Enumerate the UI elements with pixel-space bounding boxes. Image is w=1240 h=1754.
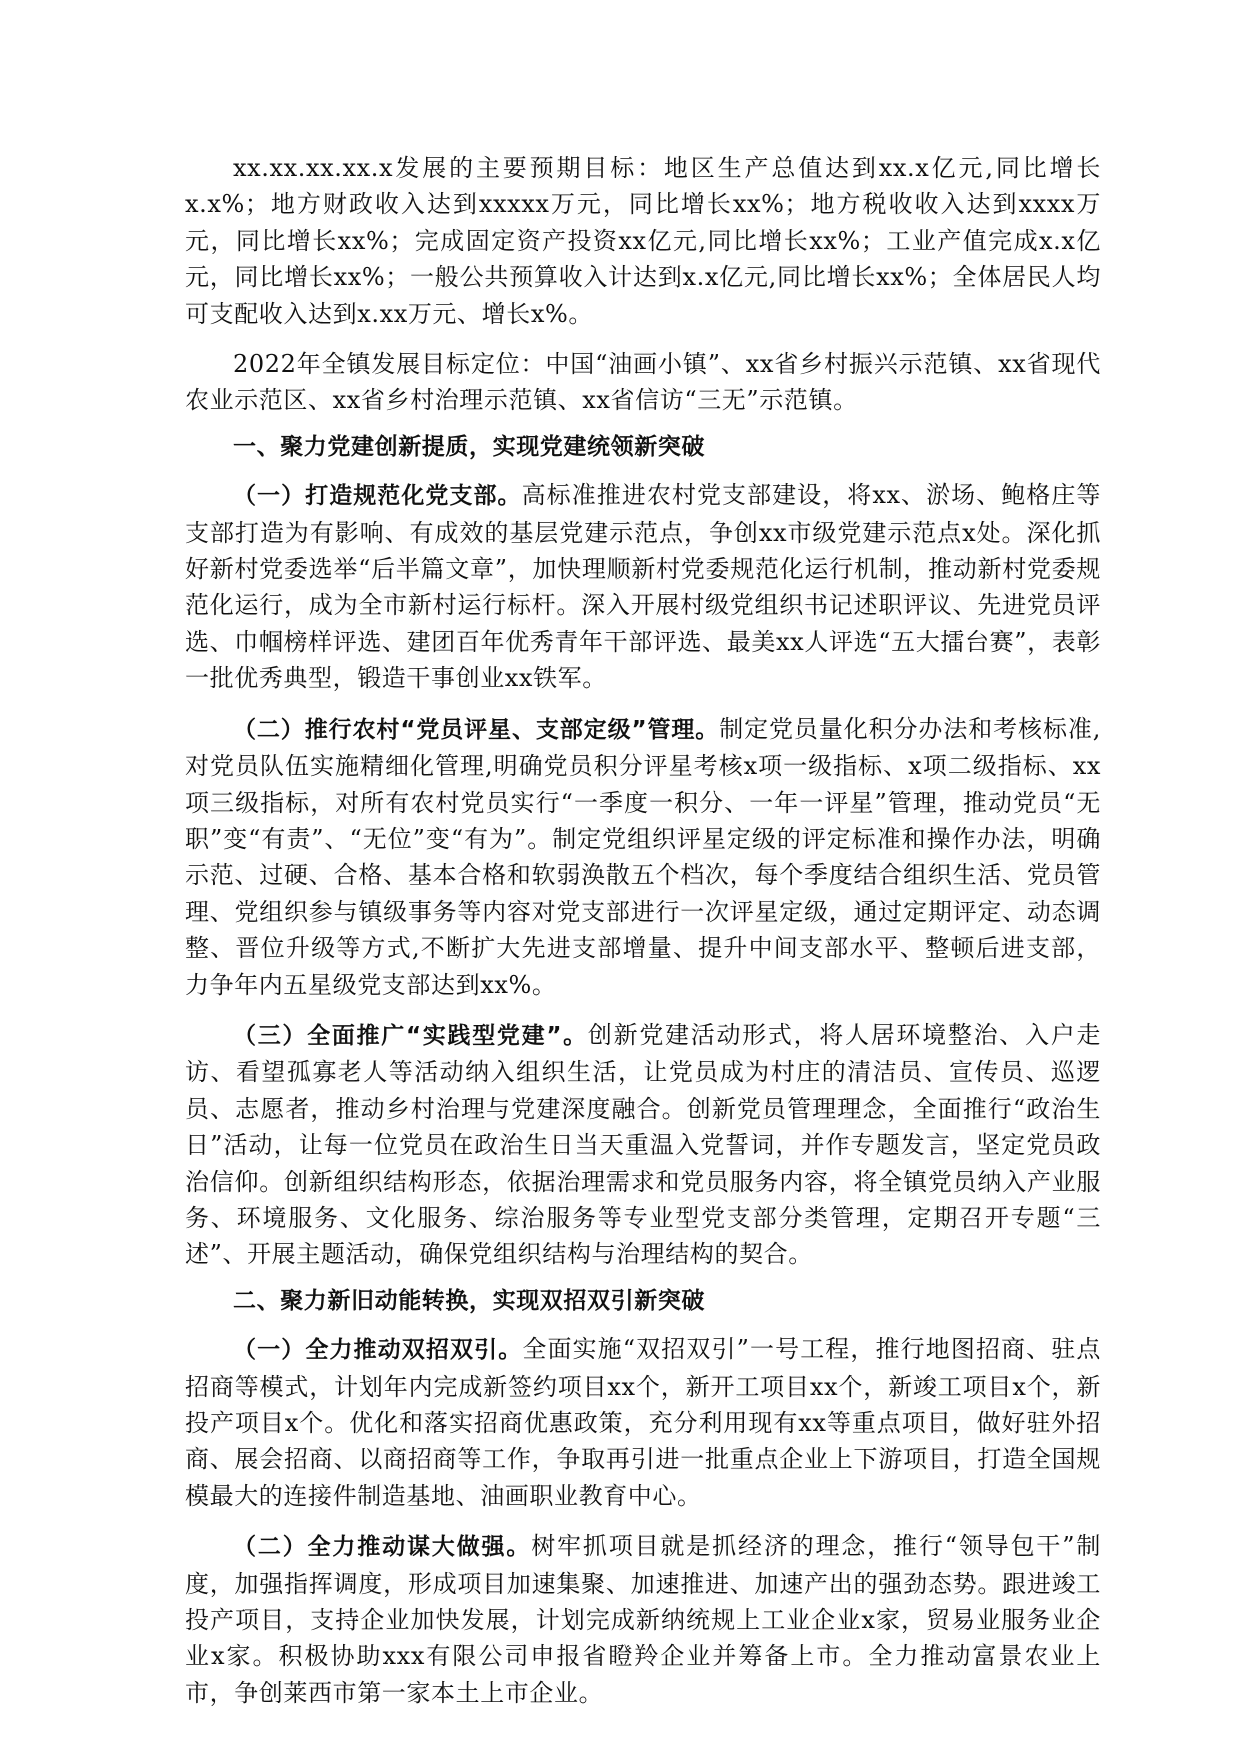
item-lead: （二）推行农村“党员评星、支部定级”管理。	[233, 716, 720, 743]
section-heading-2: 二、聚力新旧动能转换，实现双招双引新突破	[233, 1287, 705, 1314]
section-1-item-3	[185, 1017, 1101, 1273]
intro-paragraph: xx.xx.xx.xx.x发展的主要预期目标：地区生产总值达到xx.x亿元,同比增长x.x%；地方财政收入达到xxxxx万元，同比增长xx%；地方税收收入达到xxxx万元，同比增长xx%；完成固定资产投资xx亿元,同比增长xx%；工业产值完成x.x亿元，同比增长xx%；一般公共预算收入计达到x.x亿元,同比增长xx%；全体居民人均可支配收入达到x.xx万元、增长x%。	[185, 154, 1101, 328]
section-heading-1: 一、聚力党建创新提质，实现党建统领新突破	[233, 433, 705, 460]
section-2-item-2	[185, 1528, 1101, 1711]
positioning-paragraph: 2022年全镇发展目标定位：中国“油画小镇”、xx省乡村振兴示范镇、xx省现代农业示范区、xx省乡村治理示范镇、xx省信访“三无”示范镇。	[185, 350, 1101, 415]
section-1-item-1	[185, 477, 1101, 696]
item-text: 制定党员量化积分办法和考核标准,对党员队伍实施精细化管理,明确党员积分评星考核x项一级指标、x项二级指标、xx项三级指标，对所有农村党员实行“一季度一积分、一年一评星”管理，推动党员“无职”变“有责”、“无位”变“有为”。制定党组织评星定级的评定标准和操作办法，明确示范、过硬、合格、基本合格和软弱涣散五个档次，每个季度结合组织生活、党员管理、党组织参与镇级事务等内容对党支部进行一次评星定级，通过定期评定、动态调整、晋位升级等方式,不断扩大先进支部增量、提升中间支部水平、整顿后进支部，力争年内五星级党支部达到xx%。	[185, 714, 1101, 999]
section-1-item-2	[185, 711, 1101, 1003]
item-text: 树牢抓项目就是抓经济的理念，推行“领导包干”制度，加强指挥调度，形成项目加速集聚、加速推进、加速产出的强劲态势。跟进竣工投产项目，支持企业加快发展，计划完成新纳统规上工业企业x家，贸易业服务业企业x家。积极协助xxx有限公司申报省瞪羚企业并筹备上市。全力推动富景农业上市，争创莱西市第一家本土上市企业。	[185, 1532, 1101, 1707]
item-lead: （一）打造规范化党支部。	[233, 483, 522, 510]
item-text: 创新党建活动形式，将人居环境整治、入户走访、看望孤寡老人等活动纳入组织生活，让党员成为村庄的清洁员、宣传员、巡逻员、志愿者，推动乡村治理与党建深度融合。创新党员管理理念，全面推行“政治生日”活动，让每一位党员在政治生日当天重温入党誓词，并作专题发言，坚定党员政治信仰。创新组织结构形态，依据治理需求和党员服务内容，将全镇党员纳入产业服务、环境服务、文化服务、综治服务等专业型党支部分类管理，定期召开专题“三述”、开展主题活动，确保党组织结构与治理结构的契合。	[185, 1020, 1102, 1269]
document-page	[185, 150, 1101, 1725]
item-lead: （二）全力推动谋大做强。	[233, 1534, 532, 1561]
item-lead: （一）全力推动双招双引。	[233, 1337, 523, 1364]
item-text: 高标准推进农村党支部建设，将xx、淤场、鲍格庄等支部打造为有影响、有成效的基层党建示范点，争创xx市级党建示范点x处。深化抓好新村党委选举“后半篇文章”，加快理顺新村党委规范化运行机制，推动新村党委规范化运行，成为全市新村运行标杆。深入开展村级党组织书记述职评议、先进党员评选、巾帼榜样评选、建团百年优秀青年干部评选、最美xx人评选“五大擂台赛”，表彰一批优秀典型，锻造干事创业xx铁军。	[185, 481, 1102, 693]
item-text: 全面实施“双招双引”一号工程，推行地图招商、驻点招商等模式，计划年内完成新签约项目xx个，新开工项目xx个，新竣工项目x个，新投产项目x个。优化和落实招商优惠政策，充分利用现有xx等重点项目，做好驻外招商、展会招商、以商招商等工作，争取再引进一批重点企业上下游项目，打造全国规模最大的连接件制造基地、油画职业教育中心。	[185, 1335, 1102, 1510]
item-lead: （三）全面推广“实践型党建”。	[233, 1022, 588, 1049]
section-2-item-1	[185, 1331, 1101, 1514]
